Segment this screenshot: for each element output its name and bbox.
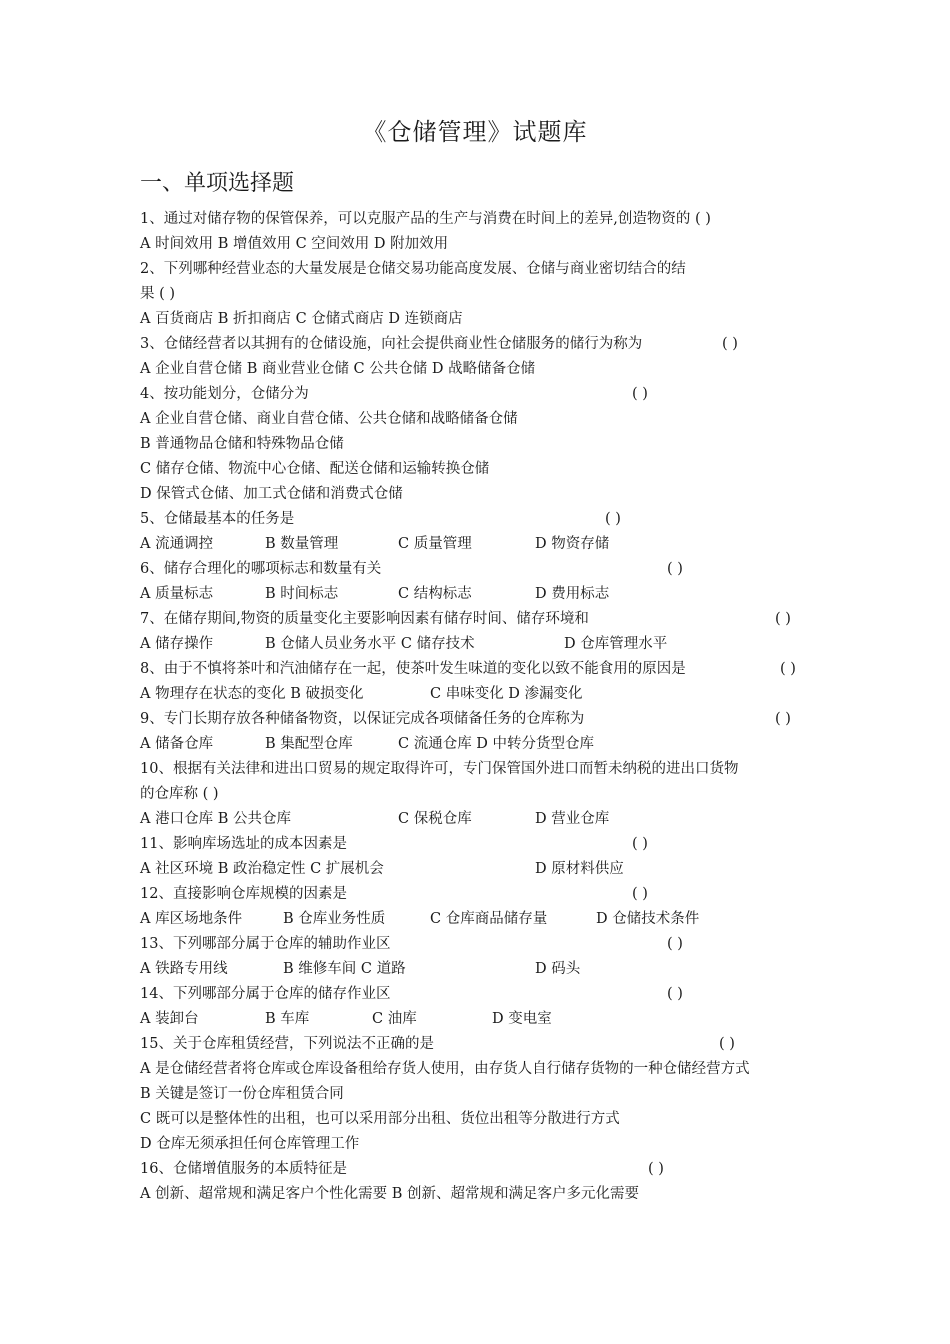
text-line <box>140 782 830 807</box>
text-line <box>140 307 830 332</box>
answer-blank: ( ) <box>648 1161 664 1177</box>
line-segment: 5、仓储最基本的任务是 <box>140 511 295 527</box>
text-line <box>140 282 830 307</box>
answer-blank: ( ) <box>667 561 683 577</box>
section-heading: 一、单项选择题 <box>140 171 295 196</box>
text-line <box>140 382 830 407</box>
text-line <box>140 1082 830 1107</box>
text-line <box>140 682 830 707</box>
line-segment: A 库区场地条件 <box>140 911 243 927</box>
text-line <box>140 832 830 857</box>
text-line <box>140 907 830 932</box>
line-segment: B 仓库业务性质 <box>283 911 386 927</box>
line-segment: 7、在储存期间,物资的质量变化主要影响因素有储存时间、储存环境和 <box>140 611 589 627</box>
line-segment: 13、下列哪部分属于仓库的辅助作业区 <box>140 936 391 952</box>
text-line <box>140 1057 830 1082</box>
text-line <box>140 982 830 1007</box>
line-segment: D 物资存储 <box>535 536 610 552</box>
line-segment: C 仓库商品储存量 <box>430 911 548 927</box>
line-segment: B 维修车间 C 道路 <box>283 961 406 977</box>
line-segment: 8、由于不慎将茶叶和汽油储存在一起，使茶叶发生味道的变化以致不能食用的原因是 <box>140 661 686 677</box>
line-segment: B 时间标志 <box>265 586 339 602</box>
text-line <box>140 482 830 507</box>
line-segment: A 储备仓库 <box>140 736 214 752</box>
line-segment: 的仓库称 ( ) <box>140 786 219 802</box>
line-segment: A 百货商店 B 折扣商店 C 仓储式商店 D 连锁商店 <box>140 311 463 327</box>
line-segment: D 原材料供应 <box>535 861 624 877</box>
line-segment: 6、储存合理化的哪项标志和数量有关 <box>140 561 382 577</box>
line-segment: C 储存仓储、物流中心仓储、配送仓储和运输转换仓储 <box>140 461 490 477</box>
line-segment: B 关键是签订一份仓库租赁合同 <box>140 1086 344 1102</box>
line-segment: 14、下列哪部分属于仓库的储存作业区 <box>140 986 391 1002</box>
line-segment: 3、仓储经营者以其拥有的仓储设施，向社会提供商业性仓储服务的储行为称为 <box>140 336 643 352</box>
text-line <box>140 957 830 982</box>
line-segment: B 集配型仓库 <box>265 736 353 752</box>
line-segment: A 港口仓库 B 公共仓库 <box>140 811 291 827</box>
text-line <box>140 632 830 657</box>
line-segment: 2、下列哪种经营业态的大量发展是仓储交易功能高度发展、仓储与商业密切结合的结 <box>140 261 686 277</box>
text-line <box>140 757 830 782</box>
answer-blank: ( ) <box>632 836 648 852</box>
line-segment: A 是仓储经营者将仓库或仓库设备租给存货人使用，由存货人自行储存货物的一种仓储经营方式 <box>140 1061 750 1077</box>
text-line <box>140 857 830 882</box>
line-segment: D 码头 <box>535 961 581 977</box>
line-segment: A 流通调控 <box>140 536 214 552</box>
text-line <box>140 207 830 232</box>
text-line <box>140 807 830 832</box>
line-segment: A 企业自营仓储 B 商业营业仓储 C 公共仓储 D 战略储备仓储 <box>140 361 536 377</box>
line-segment: A 质量标志 <box>140 586 214 602</box>
text-line <box>140 332 830 357</box>
text-line <box>140 1157 830 1182</box>
text-line <box>140 232 830 257</box>
text-line <box>140 1182 830 1207</box>
line-segment: 16、仓储增值服务的本质特征是 <box>140 1161 347 1177</box>
text-line <box>140 507 830 532</box>
line-segment: A 时间效用 B 增值效用 C 空间效用 D 附加效用 <box>140 236 449 252</box>
line-segment: C 串味变化 D 渗漏变化 <box>430 686 583 702</box>
answer-blank: ( ) <box>722 336 738 352</box>
line-segment: B 仓储人员业务水平 C 储存技术 <box>265 636 475 652</box>
text-line <box>140 407 830 432</box>
line-segment: C 既可以是整体性的出租，也可以采用部分出租、货位出租等分散进行方式 <box>140 1111 620 1127</box>
line-segment: D 仓库无须承担任何仓库管理工作 <box>140 1136 360 1152</box>
line-segment: C 结构标志 <box>398 586 472 602</box>
line-segment: 9、专门长期存放各种储备物资，以保证完成各项储备任务的仓库称为 <box>140 711 585 727</box>
text-line <box>140 557 830 582</box>
text-line <box>140 882 830 907</box>
text-line <box>140 707 830 732</box>
line-segment: C 油库 <box>372 1011 417 1027</box>
line-segment: D 仓储技术条件 <box>596 911 700 927</box>
text-line <box>140 1132 830 1157</box>
line-segment: B 数量管理 <box>265 536 339 552</box>
line-segment: A 社区环境 B 政治稳定性 C 扩展机会 <box>140 861 384 877</box>
line-segment: 4、按功能划分，仓储分为 <box>140 386 309 402</box>
answer-blank: ( ) <box>775 711 791 727</box>
line-segment: D 变电室 <box>492 1011 552 1027</box>
answer-blank: ( ) <box>632 386 648 402</box>
line-segment: D 费用标志 <box>535 586 610 602</box>
line-segment: A 企业自营仓储、商业自营仓储、公共仓储和战略储备仓储 <box>140 411 518 427</box>
line-segment: 11、影响库场选址的成本因素是 <box>140 836 347 852</box>
text-line <box>140 357 830 382</box>
text-line <box>140 657 830 682</box>
line-segment: 果 ( ) <box>140 286 176 302</box>
text-line <box>140 457 830 482</box>
line-segment: 12、直接影响仓库规模的因素是 <box>140 886 347 902</box>
text-line <box>140 1032 830 1057</box>
line-segment: 10、根据有关法律和进出口贸易的规定取得许可，专门保管国外进口而暂未纳税的进出口货物 <box>140 761 739 777</box>
line-segment: A 储存操作 <box>140 636 214 652</box>
answer-blank: ( ) <box>605 511 621 527</box>
line-segment: 15、关于仓库租赁经营，下列说法不正确的是 <box>140 1036 434 1052</box>
answer-blank: ( ) <box>632 886 648 902</box>
line-segment: D 保管式仓储、加工式仓储和消费式仓储 <box>140 486 403 502</box>
answer-blank: ( ) <box>667 986 683 1002</box>
line-segment: B 车库 <box>265 1011 310 1027</box>
text-line <box>140 532 830 557</box>
text-line <box>140 607 830 632</box>
text-line <box>140 582 830 607</box>
line-segment: A 铁路专用线 <box>140 961 228 977</box>
answer-blank: ( ) <box>667 936 683 952</box>
text-line <box>140 257 830 282</box>
text-line <box>140 1007 830 1032</box>
line-segment: A 装卸台 <box>140 1011 199 1027</box>
answer-blank: ( ) <box>719 1036 735 1052</box>
line-segment: A 创新、超常规和满足客户个性化需要 B 创新、超常规和满足客户多元化需要 <box>140 1186 639 1202</box>
text-line <box>140 432 830 457</box>
text-line <box>140 732 830 757</box>
question-list <box>140 207 830 1207</box>
line-segment: A 物理存在状态的变化 B 破损变化 <box>140 686 364 702</box>
line-segment: D 营业仓库 <box>535 811 610 827</box>
line-segment: C 质量管理 <box>398 536 472 552</box>
text-line <box>140 1107 830 1132</box>
text-line <box>140 932 830 957</box>
line-segment: 1、通过对储存物的保管保养，可以克服产品的生产与消费在时间上的差异,创造物资的 ( ) <box>140 211 711 227</box>
line-segment: C 保税仓库 <box>398 811 472 827</box>
page-title: 《仓储管理》试题库 <box>362 118 588 146</box>
line-segment: D 仓库管理水平 <box>564 636 668 652</box>
line-segment: B 普通物品仓储和特殊物品仓储 <box>140 436 344 452</box>
answer-blank: ( ) <box>775 611 791 627</box>
answer-blank: ( ) <box>780 661 796 677</box>
line-segment: C 流通仓库 D 中转分货型仓库 <box>398 736 595 752</box>
